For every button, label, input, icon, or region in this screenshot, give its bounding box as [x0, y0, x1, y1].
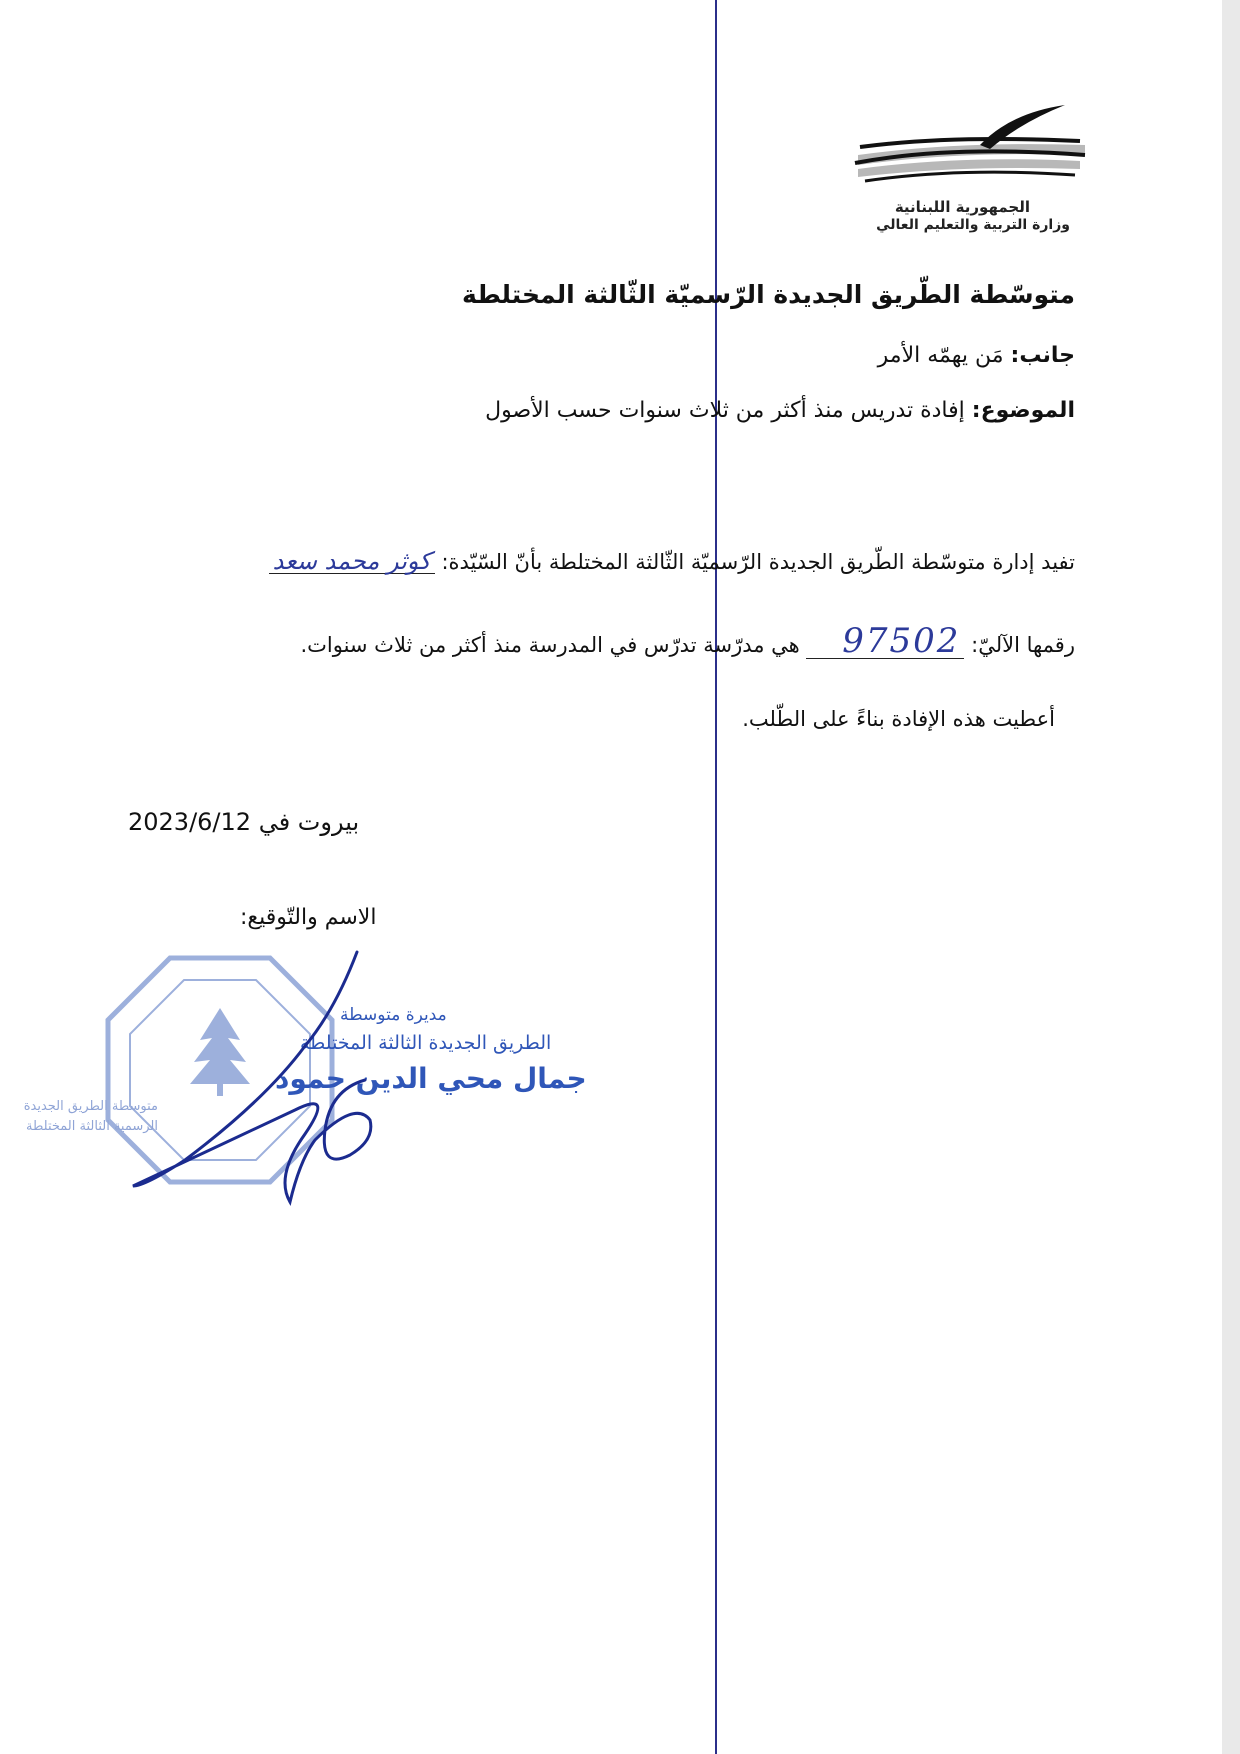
handwritten-signature	[125, 950, 385, 1210]
school-title: متوسّطة الطّريق الجديدة الرّسميّة الثّالثة المختلطة	[462, 280, 1075, 309]
subject-value: إفادة تدريس منذ أكثر من ثلاث سنوات حسب الأصول	[485, 398, 965, 423]
ministry-logo	[820, 105, 1100, 240]
body-line-2	[300, 621, 1075, 661]
body-line-1	[269, 549, 1075, 574]
open-book-icon	[840, 105, 1090, 195]
subject-label: الموضوع:	[971, 398, 1075, 423]
fold-line	[715, 0, 717, 1754]
recipient-value: مَن يهمّه الأمر	[877, 343, 1004, 368]
scan-edge	[1222, 0, 1240, 1754]
teacher-name-handwritten: كوثر محمد سعد	[269, 549, 435, 574]
stamp-school-line: الطريق الجديدة الثالثة المختلطة	[300, 1032, 552, 1054]
place-date: بيروت في 2023/6/12	[128, 808, 360, 836]
signature-label: الاسم والتّوقيع:	[240, 905, 377, 930]
svg-text:متوسطة الطريق الجديدة: متوسطة الطريق الجديدة	[23, 1099, 158, 1114]
recipient-label: جانب:	[1010, 343, 1075, 368]
body-line-2-prefix: رقمها الآليّ:	[971, 633, 1075, 657]
subject-line	[485, 398, 1075, 423]
body-line-2-suffix: هي مدرّسة تدرّس في المدرسة منذ أكثر من ثلاث سنوات.	[300, 633, 800, 657]
svg-text:الرسمية الثالثة المختلطة: الرسمية الثالثة المختلطة	[26, 1119, 158, 1134]
logo-republic-line: الجمهورية اللبنانية	[894, 198, 1030, 216]
stamp-title-line: مديرة متوسطة	[340, 1005, 447, 1025]
teacher-number-handwritten: 97502	[806, 624, 964, 659]
body-line-1-text: تفيد إدارة متوسّطة الطّريق الجديدة الرّسميّة الثّالثة المختلطة بأنّ السّيّدة:	[441, 550, 1075, 574]
recipient-line	[878, 343, 1075, 368]
logo-ministry-line: وزارة التربية والتعليم العالي	[876, 217, 1070, 233]
body-line-3: أعطيت هذه الإفادة بناءً على الطّلب.	[742, 707, 1055, 731]
stamp-principal-name: جمال محي الدين حمود	[275, 1062, 587, 1095]
